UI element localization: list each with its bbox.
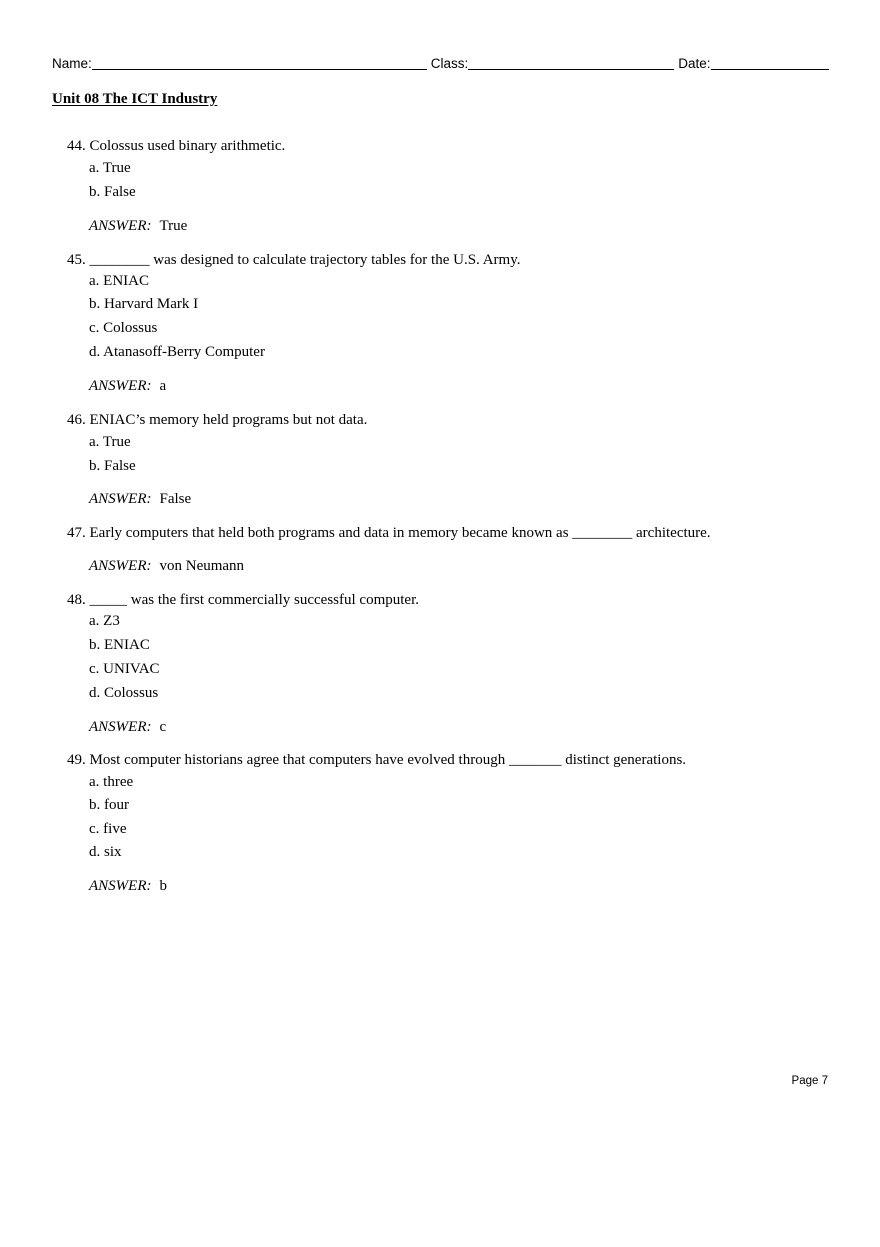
name-label: Name: bbox=[52, 56, 92, 71]
date-field-line bbox=[711, 54, 829, 70]
class-label: Class: bbox=[430, 56, 469, 71]
answer-label: ANSWER: bbox=[89, 378, 152, 394]
question-49-answer bbox=[89, 878, 167, 895]
question-45-option-c: c. Colossus bbox=[89, 320, 158, 336]
question-text: ENIAC’s memory held programs but not data. bbox=[89, 412, 368, 428]
question-49-option-c: c. five bbox=[89, 821, 127, 837]
question-47-answer bbox=[89, 558, 244, 575]
answer-value: b bbox=[159, 878, 167, 894]
question-44-option-b: b. False bbox=[89, 184, 136, 200]
question-text: ________ was designed to calculate trajectory tables for the U.S. Army. bbox=[89, 252, 521, 268]
question-48-option-a: a. Z3 bbox=[89, 613, 120, 629]
question-47-stem bbox=[67, 525, 711, 542]
question-number: 48. bbox=[67, 592, 86, 608]
question-text: _____ was the first commercially successful computer. bbox=[89, 592, 419, 608]
question-49-option-a: a. three bbox=[89, 774, 134, 790]
answer-label: ANSWER: bbox=[89, 878, 152, 894]
question-48-answer bbox=[89, 719, 166, 736]
date-label: Date: bbox=[678, 56, 711, 71]
question-45-option-d: d. Atanasoff-Berry Computer bbox=[89, 344, 265, 360]
question-number: 45. bbox=[67, 252, 86, 268]
question-46-option-b: b. False bbox=[89, 458, 136, 474]
question-45-answer bbox=[89, 378, 166, 395]
question-text: Most computer historians agree that computers have evolved through _______ distinct generations. bbox=[89, 752, 687, 768]
question-45-stem bbox=[67, 252, 521, 269]
question-number: 44. bbox=[67, 138, 86, 154]
class-field-line bbox=[468, 54, 674, 70]
answer-label: ANSWER: bbox=[89, 558, 152, 574]
question-48-option-b: b. ENIAC bbox=[89, 637, 150, 653]
answer-value: c bbox=[159, 719, 167, 735]
question-text: Colossus used binary arithmetic. bbox=[89, 138, 286, 154]
answer-value: a bbox=[159, 378, 167, 394]
name-field-line bbox=[92, 54, 427, 70]
question-number: 46. bbox=[67, 412, 86, 428]
answer-label: ANSWER: bbox=[89, 491, 152, 507]
question-49-option-b: b. four bbox=[89, 797, 129, 813]
question-45-option-a: a. ENIAC bbox=[89, 273, 149, 289]
question-48-option-d: d. Colossus bbox=[89, 685, 159, 701]
unit-title: Unit 08 The ICT Industry bbox=[52, 91, 218, 107]
question-45-option-b: b. Harvard Mark I bbox=[89, 296, 199, 312]
question-46-option-a: a. True bbox=[89, 434, 131, 450]
question-number: 49. bbox=[67, 752, 86, 768]
page-number: Page 7 bbox=[791, 1075, 828, 1087]
question-text: Early computers that held both programs and data in memory became known as ________ architecture. bbox=[89, 525, 711, 541]
header-fields bbox=[52, 52, 829, 72]
question-46-answer bbox=[89, 491, 191, 508]
question-44-stem bbox=[67, 138, 285, 155]
answer-value: von Neumann bbox=[159, 558, 245, 574]
answer-value: False bbox=[159, 491, 192, 507]
question-49-option-d: d. six bbox=[89, 844, 122, 860]
question-46-stem bbox=[67, 412, 367, 429]
answer-label: ANSWER: bbox=[89, 719, 152, 735]
question-44-option-a: a. True bbox=[89, 160, 131, 176]
question-49-stem bbox=[67, 752, 686, 769]
answer-value: True bbox=[159, 218, 188, 234]
question-48-stem bbox=[67, 592, 419, 609]
question-44-answer bbox=[89, 218, 187, 235]
answer-label: ANSWER: bbox=[89, 218, 152, 234]
question-number: 47. bbox=[67, 525, 86, 541]
question-48-option-c: c. UNIVAC bbox=[89, 661, 160, 677]
